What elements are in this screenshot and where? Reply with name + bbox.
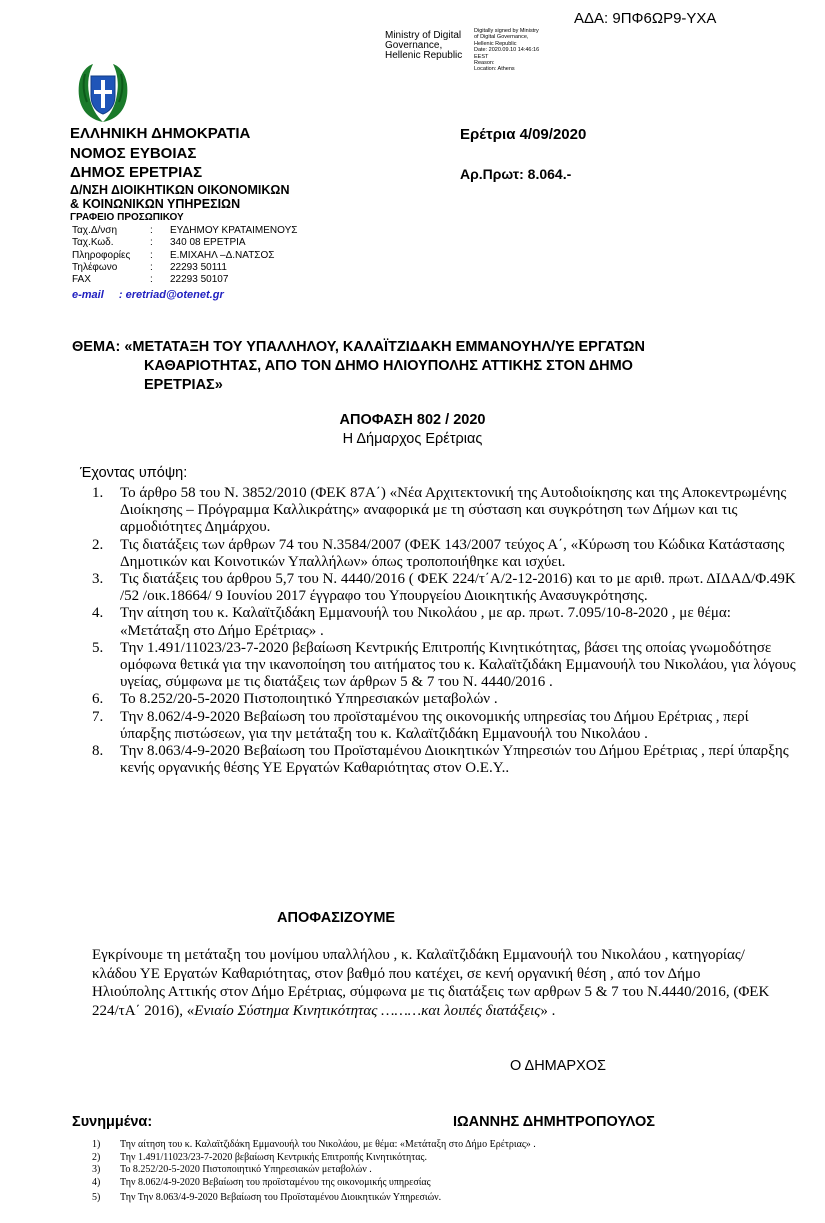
- list-number: 1): [92, 1139, 101, 1150]
- document-date: Ερέτρια 4/09/2020: [460, 126, 587, 143]
- list-item: [92, 691, 800, 708]
- list-number: 5): [92, 1192, 101, 1203]
- contact-value: 22293 50111: [170, 261, 227, 273]
- list-item: [92, 485, 800, 537]
- digital-signer: [385, 31, 462, 61]
- email-label: e-mail: [72, 289, 104, 301]
- contact-row: [72, 262, 297, 274]
- subject-line: ΕΡΕΤΡΙΑΣ»: [144, 377, 223, 393]
- separator: :: [150, 261, 153, 273]
- header-line: ΕΛΛΗΝΙΚΗ ΔΗΜΟΚΡΑΤΙΑ: [70, 125, 251, 142]
- list-text: Την αίτηση του κ. Καλαϊτζιδάκη Εμμανουήλ του Νικολάου, με θέμα: «Μετάταξη στο Δήμο Ερέτριας» .: [120, 1139, 536, 1150]
- list-item: [92, 571, 800, 605]
- list-item: [92, 640, 800, 692]
- signature-detail-line: Location: Athens: [474, 66, 515, 73]
- signer-line: Hellenic Republic: [385, 50, 463, 61]
- decision-paragraph: [72, 946, 772, 1020]
- contact-label: Πληροφορίες: [72, 249, 131, 261]
- contact-value: ΕΥΔΗΜΟΥ ΚΡΑΤΑΙΜΕΝΟΥΣ: [170, 225, 298, 236]
- separator: :: [150, 225, 153, 236]
- contact-row: [72, 237, 297, 249]
- list-number: 2): [92, 1151, 101, 1163]
- header-line: Δ/ΝΣΗ ΔΙΟΙΚΗΤΙΚΩΝ ΟΙΚΟΝΟΜΙΚΩΝ: [70, 183, 290, 197]
- contact-label: Ταχ.Κωδ.: [72, 237, 114, 249]
- contact-row: [72, 225, 297, 237]
- signature-detail-line: Digitally signed by Ministry: [474, 28, 539, 34]
- ada-code: ΑΔΑ: 9ΠΦ6ΩΡ9-ΥΧΑ: [574, 10, 717, 27]
- having-regard-heading: Έχοντας υπόψη:: [80, 465, 188, 481]
- subject-line: ΚΑΘΑΡΙΟΤΗΤΑΣ, ΑΠΟ ΤΟΝ ΔΗΜΟ ΗΛΙΟΥΠΟΛΗΣ ΑΤΤΙΚΗΣ ΣΤΟΝ ΔΗΜΟ: [144, 358, 633, 374]
- contact-label: FAX: [72, 274, 91, 286]
- list-item: [92, 1177, 536, 1190]
- contact-value: 340 08 ΕΡΕΤΡΙΑ: [170, 237, 246, 249]
- list-text: Το 8.252/20-5-2020 Πιστοποιητικό Υπηρεσιακών μεταβολών .: [120, 691, 498, 708]
- list-number: 1.: [92, 485, 104, 501]
- list-text: Τις διατάξεις του άρθρου 5,7 του Ν. 4440/2016 ( ΦΕΚ 224/τ΄Α/2-12-2016) και το με αριθ. πρωτ. ΔΙΔΑΔ/Φ.49Κ /52 /οικ.18664/ 9 Ιουνίου 2017 έγγραφο του Υπουργείου Διοικητικής Ανασυγκρότησης.: [120, 571, 796, 605]
- list-item: [92, 1164, 536, 1177]
- separator: :: [118, 289, 123, 301]
- list-item: [92, 709, 800, 743]
- list-text: Την 1.491/11023/23-7-2020 βεβαίωση Κεντρικής Επιτροπής Κινητικότητας, βάσει της οποίας γνωμοδότησε ομόφωνα θετικά για την ικανοποίηση του αιτήματος του κ. Καλαϊτζιδάκη Εμμανουήλ του Νικολάου, για λόγους υγείας, σύμφωνα με τις διατάξεις των άρθρων 5 & 7 του Ν. 4440/2016 .: [120, 639, 796, 691]
- list-item: [92, 1192, 536, 1205]
- decision-text-italic: Ενιαίο Σύστημα Κινητικότητας ………και λοιπές διατάξεις: [194, 1002, 541, 1019]
- contact-label: Τηλέφωνο: [72, 261, 118, 273]
- email-link[interactable]: eretriad@otenet.gr: [125, 289, 224, 301]
- contact-label: Ταχ.Δ/νση: [72, 225, 118, 236]
- subject: [72, 338, 772, 395]
- list-number: 3.: [92, 571, 104, 588]
- list-text: Την Την 8.063/4-9-2020 Βεβαίωση του Προϊσταμένου Διοικητικών Υπηρεσιών.: [120, 1192, 442, 1203]
- separator: :: [150, 237, 153, 249]
- attachments-list: [92, 1139, 536, 1205]
- header-line: & ΚΟΙΝΩΝΙΚΩΝ ΥΠΗΡΕΣΙΩΝ: [70, 197, 241, 211]
- list-item: [92, 743, 800, 777]
- decision-title: ΑΠΟΦΑΣΗ 802 / 2020: [339, 412, 486, 428]
- signer-line: Ministry of Digital: [385, 30, 462, 41]
- list-text: Την 1.491/11023/23-7-2020 βεβαίωση Κεντρικής Επιτροπής Κινητικότητας.: [120, 1151, 427, 1163]
- list-text: Το άρθρο 58 του Ν. 3852/2010 (ΦΕΚ 87Α΄) «Νέα Αρχιτεκτονική της Αυτοδιοίκησης και της Αποκεντρωμένης Διοίκησης – Πρόγραμμα Καλλικράτης» αναφορικά με τη σύσταση και συγκρότηση των Δήμων και τις αρμοδιότητες Δημάρχου.: [120, 485, 787, 536]
- signature-detail-line: Date: 2020.09.10 14:46:16: [474, 47, 540, 54]
- list-number: 2.: [92, 536, 104, 553]
- greek-coat-of-arms-icon: [73, 62, 133, 126]
- we-decide-heading: ΑΠΟΦΑΣΙΖΟΥΜΕ: [277, 910, 396, 926]
- list-text: Τις διατάξεις των άρθρων 74 του Ν.3584/2007 (ΦΕΚ 143/2007 τεύχος Α΄, «Κύρωση του Κώδικα Κατάστασης Δημοτικών και Κοινοτικών Υπαλλήλων» όπως τροποποιήθηκε και ισχύει.: [120, 536, 785, 570]
- list-number: 8.: [92, 743, 104, 760]
- list-text: Την 8.062/4-9-2020 Βεβαίωση του προϊσταμένου της οικονομικής υπηρεσίας του Δήμου Ερέτριας , περί ύπαρξης πιστώσεων, για την μετάταξη του κ. Καλαϊτζιδάκη Εμμανουήλ του Νικολάου .: [120, 708, 749, 742]
- list-number: 4): [92, 1176, 101, 1188]
- signer-line: Governance,: [385, 40, 443, 51]
- header-line: ΝΟΜΟΣ ΕΥΒΟΙΑΣ: [70, 145, 197, 162]
- list-text: Την 8.062/4-9-2020 Βεβαίωση του προϊσταμένου της οικονομικής υπηρεσίας: [120, 1176, 431, 1188]
- considerations-list: [92, 485, 800, 777]
- decision-subtitle: Η Δήμαρχος Ερέτριας: [342, 431, 483, 447]
- protocol-number: Αρ.Πρωτ: 8.064.-: [460, 166, 572, 182]
- signature-detail-line: of Digital Governance,: [474, 34, 529, 41]
- decision-text-end: » .: [540, 1002, 556, 1019]
- email-row: [72, 289, 224, 301]
- list-item: [92, 537, 800, 571]
- signature-detail-line: EEST: [474, 53, 489, 60]
- contact-value: Ε.ΜΙΧΑΗΛ –Δ.ΝΑΤΣΟΣ: [170, 249, 275, 261]
- contact-row: [72, 250, 297, 262]
- list-item: [92, 1139, 536, 1152]
- list-number: 6.: [92, 691, 104, 708]
- list-text: Την 8.063/4-9-2020 Βεβαίωση του Προϊσταμένου Διοικητικών Υπηρεσιών του Δήμου Ερέτριας , περί ύπαρξης κενής οργανικής θέσης ΥΕ Εργατών Καθαριότητας στον Ο.Ε.Υ..: [120, 743, 789, 777]
- mayor-title: Ο ΔΗΜΑΡΧΟΣ: [510, 1058, 606, 1074]
- attachments-heading: Συνημμένα:: [72, 1114, 153, 1130]
- subject-line: ΘΕΜΑ: «ΜΕΤΑΤΑΞΗ ΤΟΥ ΥΠΑΛΛΗΛΟΥ, ΚΑΛΑΪΤΖΙΔΑΚΗ ΕΜΜΑΝΟΥΗΛ/ΥΕ ΕΡΓΑΤΩΝ: [72, 339, 645, 355]
- list-number: 4.: [92, 605, 104, 622]
- list-item: [92, 605, 800, 639]
- mayor-name: ΙΩΑΝΝΗΣ ΔΗΜΗΤΡΟΠΟΥΛΟΣ: [453, 1114, 655, 1130]
- contact-value: 22293 50107: [170, 274, 229, 286]
- separator: :: [150, 274, 153, 286]
- header-line: ΔΗΜΟΣ ΕΡΕΤΡΙΑΣ: [70, 164, 203, 181]
- signature-details: [474, 28, 574, 73]
- decision-text: Εγκρίνουμε τη μετάταξη του μονίμου υπαλλήλου , κ. Καλαϊτζιδάκη Εμμανουήλ του Νικολάου , κατηγορίας/κλάδου ΥΕ Εργατών Καθαριότητας, στον βαθμό που κατέχει, σε κενή οργανική θέση , από τον Δήμο Ηλιούπολης Αττικής στον Δήμο Ερέτριας, σύμφωνα με τις διατάξεις των αρθρων 5 & 7 του Ν.4440/2016, (ΦΕΚ 224/τΑ΄ 2016), «: [92, 947, 770, 1019]
- signature-detail-line: Reason:: [474, 60, 495, 67]
- list-number: 3): [92, 1164, 101, 1175]
- header-line: ΓΡΑΦΕΙΟ ΠΡΟΣΩΠΙΚΟΥ: [70, 212, 184, 223]
- contact-info: [72, 225, 297, 286]
- list-text: Το 8.252/20-5-2020 Πιστοποιητικό Υπηρεσιακών μεταβολών .: [120, 1164, 372, 1175]
- separator: :: [150, 249, 153, 261]
- signature-detail-line: Hellenic Republic: [474, 40, 517, 47]
- list-item: [92, 1152, 536, 1165]
- list-text: Την αίτηση του κ. Καλαϊτζιδάκη Εμμανουήλ του Νικολάου , με αρ. πρωτ. 7.095/10-8-2020 , με θέμα: «Μετάταξη στο Δήμο Ερέτριας» .: [120, 605, 731, 639]
- contact-row: [72, 274, 297, 286]
- decision-body: [72, 946, 772, 1020]
- list-number: 7.: [92, 708, 104, 725]
- list-number: 5.: [92, 639, 104, 656]
